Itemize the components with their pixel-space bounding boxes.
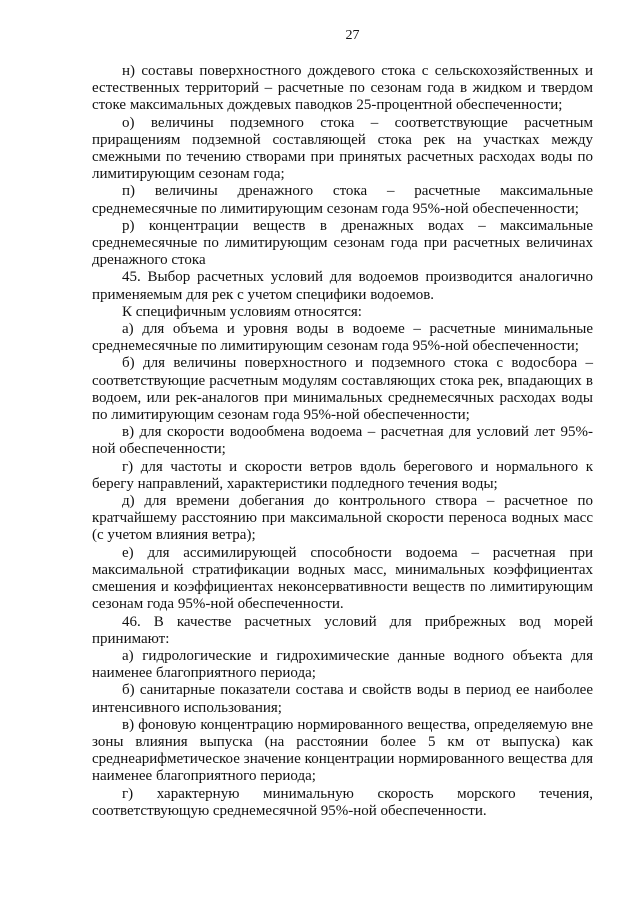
paragraph-45-v: в) для скорости водообмена водоема – расчетная для условий лет 95%-ной обеспеченности; — [92, 424, 593, 458]
paragraph-46-b: б) санитарные показатели состава и свойств воды в период ее наиболее интенсивного использования; — [92, 682, 593, 716]
paragraph-46-g: г) характерную минимальную скорость морского течения, соответствующую среднемесячной 95%-ной обеспеченности. — [92, 785, 593, 819]
paragraph-46-a: а) гидрологические и гидрохимические данные водного объекта для наименее благоприятного периода; — [92, 647, 593, 682]
paragraph-45-a: а) для объема и уровня воды в водоеме – расчетные минимальные среднемесячные по лимитирующим сезонам года 95%-ной обеспеченности; — [92, 321, 593, 355]
paragraph-46-v: в) фоновую концентрацию нормированного вещества, определяемую вне зоны влияния выпуска (на расстоянии более 5 км от выпуска) как среднеарифметическое значение концентрации нормированного вещества для наименее благоприятного периода; — [92, 716, 593, 785]
paragraph-45-d: д) для времени добегания до контрольного створа – расчетное по кратчайшему расстоянию при максимальной скорости переноса водных масс (с учетом влияния ветра); — [92, 493, 593, 544]
paragraph-r: р) концентрации веществ в дренажных водах – максимальные среднемесячные по лимитирующим сезонам года при расчетных величинах дренажного стока — [92, 217, 593, 269]
paragraph-46: 46. В качестве расчетных условий для прибрежных вод морей принимают: — [92, 613, 593, 647]
paragraph-o: о) величины подземного стока – соответствующие расчетным приращениям подземной составляющей стока рек на участках между смежными по течению створами при принятых расчетных расходах воды по лимитирующим сезонам года; — [92, 114, 593, 183]
paragraph-45-e: е) для ассимилирующей способности водоема – расчетная при максимальной стратификации водных масс, минимальных коэффициентах смешения и коэффициентах неконсервативности веществ по лимитирующим сезонам года 95%-ной обеспеченности. — [92, 544, 593, 613]
paragraph-n: н) составы поверхностного дождевого стока с сельскохозяйственных и естественных территорий – расчетные по сезонам года в жидком и твердом стоке максимальных дождевых паводков 25-процентной обеспеченности; — [92, 63, 593, 114]
paragraph-45-b: б) для величины поверхностного и подземного стока с водосбора – соответствующие расчетным модулям составляющих стока рек, впадающих в водоем, или рек-аналогов при минимальных среднемесячных расходах воды по лимитирующим сезонам года 95%-ной обеспеченности; — [92, 355, 593, 424]
paragraph-45-g: г) для частоты и скорости ветров вдоль берегового и нормального к берегу направлений, характеристики подледного течения воды; — [92, 458, 593, 492]
paragraph-specific-intro: К специфичным условиям относятся: — [122, 303, 362, 320]
paragraph-45: 45. Выбор расчетных условий для водоемов производится аналогично применяемым для рек с учетом специфики водоемов. — [92, 269, 593, 303]
paragraph-p: п) величины дренажного стока – расчетные максимальные среднемесячные по лимитирующим сезонам года 95%-ной обеспеченности; — [92, 183, 593, 217]
document-body — [92, 63, 593, 820]
page-number: 27 — [345, 28, 360, 43]
